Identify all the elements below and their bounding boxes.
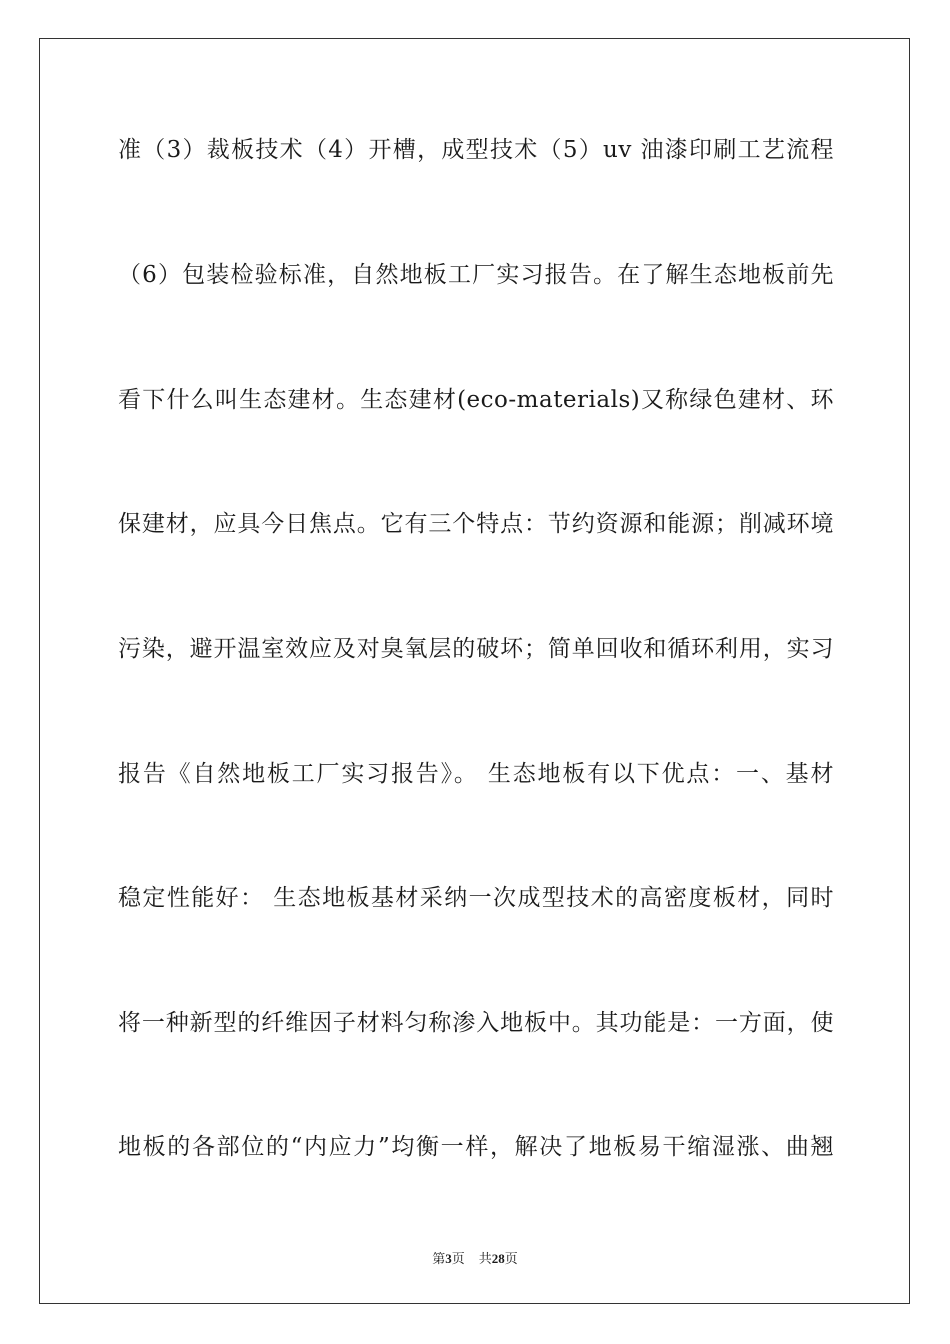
page-number: 3: [445, 1251, 452, 1266]
total-suffix: 页: [504, 1252, 518, 1267]
body-text-line-8: 将一种新型的纤维因子材料匀称渗入地板中。其功能是：一方面，使: [118, 1010, 834, 1036]
body-text-line-9: 地板的各部位的“内应力”均衡一样，解决了地板易干缩湿涨、曲翘: [118, 1134, 834, 1160]
page-border: [39, 38, 910, 1304]
total-prefix: 共: [478, 1252, 492, 1267]
page-prefix: 第: [432, 1252, 446, 1267]
body-text-line-1: 准（3）裁板技术（4）开槽，成型技术（5）uv 油漆印刷工艺流程: [118, 137, 834, 163]
body-text-line-4: 保建材，应具今日焦点。它有三个特点：节约资源和能源；削减环境: [118, 511, 834, 537]
body-text-line-2: （6）包装检验标准，自然地板工厂实习报告。在了解生态地板前先: [118, 262, 834, 288]
body-text-line-3: 看下什么叫生态建材。生态建材(eco-materials)又称绿色建材、环: [118, 387, 834, 413]
page-footer: [0, 1248, 950, 1267]
body-text-line-6: 报告《自然地板工厂实习报告》。 生态地板有以下优点：一、基材: [118, 761, 834, 787]
total-pages: 28: [491, 1251, 505, 1266]
body-text-line-7: 稳定性能好： 生态地板基材采纳一次成型技术的高密度板材，同时: [118, 885, 834, 911]
page-suffix: 页: [451, 1252, 465, 1267]
body-text-line-5: 污染，避开温室效应及对臭氧层的破坏；简单回收和循环利用，实习: [118, 636, 834, 662]
